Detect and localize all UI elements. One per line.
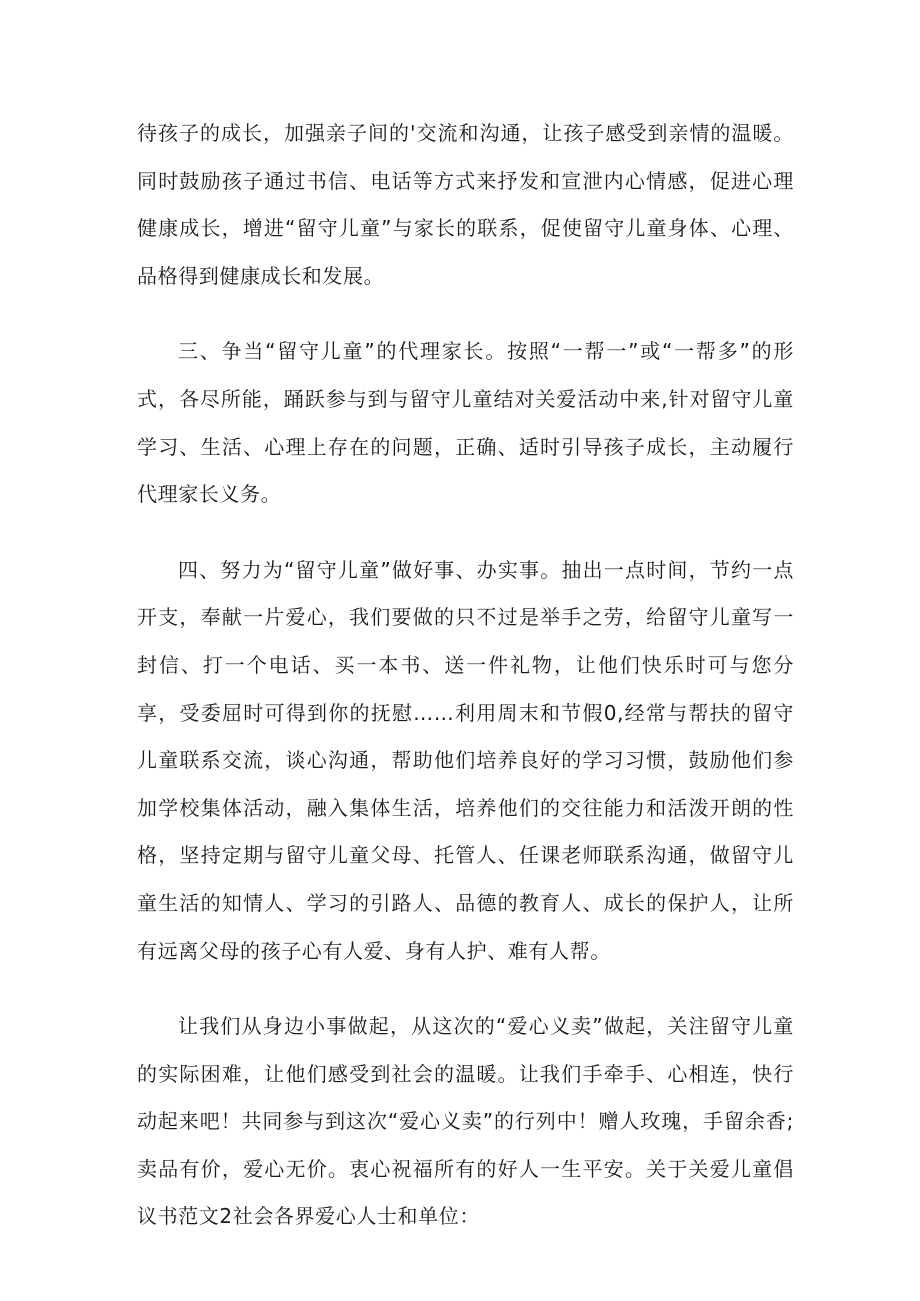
paragraph-continuation: 待孩子的成长，加强亲子间的'交流和沟通，让孩子感受到亲情的温暖。同时鼓励孩子通过书信、电话等方式来抒发和宣泄内心情感，促进心理健康成长，增进“留守儿童”与家长的联系，促使留守儿童身体、心理、品格得到健康成长和发展。 <box>137 121 794 288</box>
paragraph-point-three: 三、争当“留守儿童”的代理家长。按照“一帮一”或“一帮多”的形式，各尽所能，踊跃参与到与留守儿童结对关爱活动中来,针对留守儿童学习、生活、心理上存在的问题，正确、适时引导孩子成长，主动履行代理家长义务。 <box>137 339 794 507</box>
paragraph-closing: 让我们从身边小事做起，从这次的“爱心义卖”做起，关注留守儿童的实际困难，让他们感受到社会的温暖。让我们手牵手、心相连，快行动起来吧！共同参与到这次“爱心义卖”的行列中！赠人玫瑰，手留余香;卖品有价，爱心无价。衷心祝福所有的好人一生平安。关于关爱儿童倡议书范文2社会各界爱心人士和单位： <box>137 1014 794 1229</box>
paragraph-point-four: 四、努力为“留守儿童”做好事、办实事。抽出一点时间，节约一点开支，奉献一片爱心，我们要做的只不过是举手之劳，给留守儿童写一封信、打一个电话、买一本书、送一件礼物，让他们快乐时可与您分享，受委屈时可得到你的抚慰……利用周末和节假0,经常与帮扶的留守儿童联系交流，谈心沟通，帮助他们培养良好的学习习惯，鼓励他们参加学校集体活动，融入集体生活，培养他们的交往能力和活泼开朗的性格，坚持定期与留守儿童父母、托管人、任课老师联系沟通，做留守儿童生活的知情人、学习的引路人、品德的教育人、成长的保护人，让所有远离父母的孩子心有人爱、身有人护、难有人帮。 <box>137 557 794 963</box>
